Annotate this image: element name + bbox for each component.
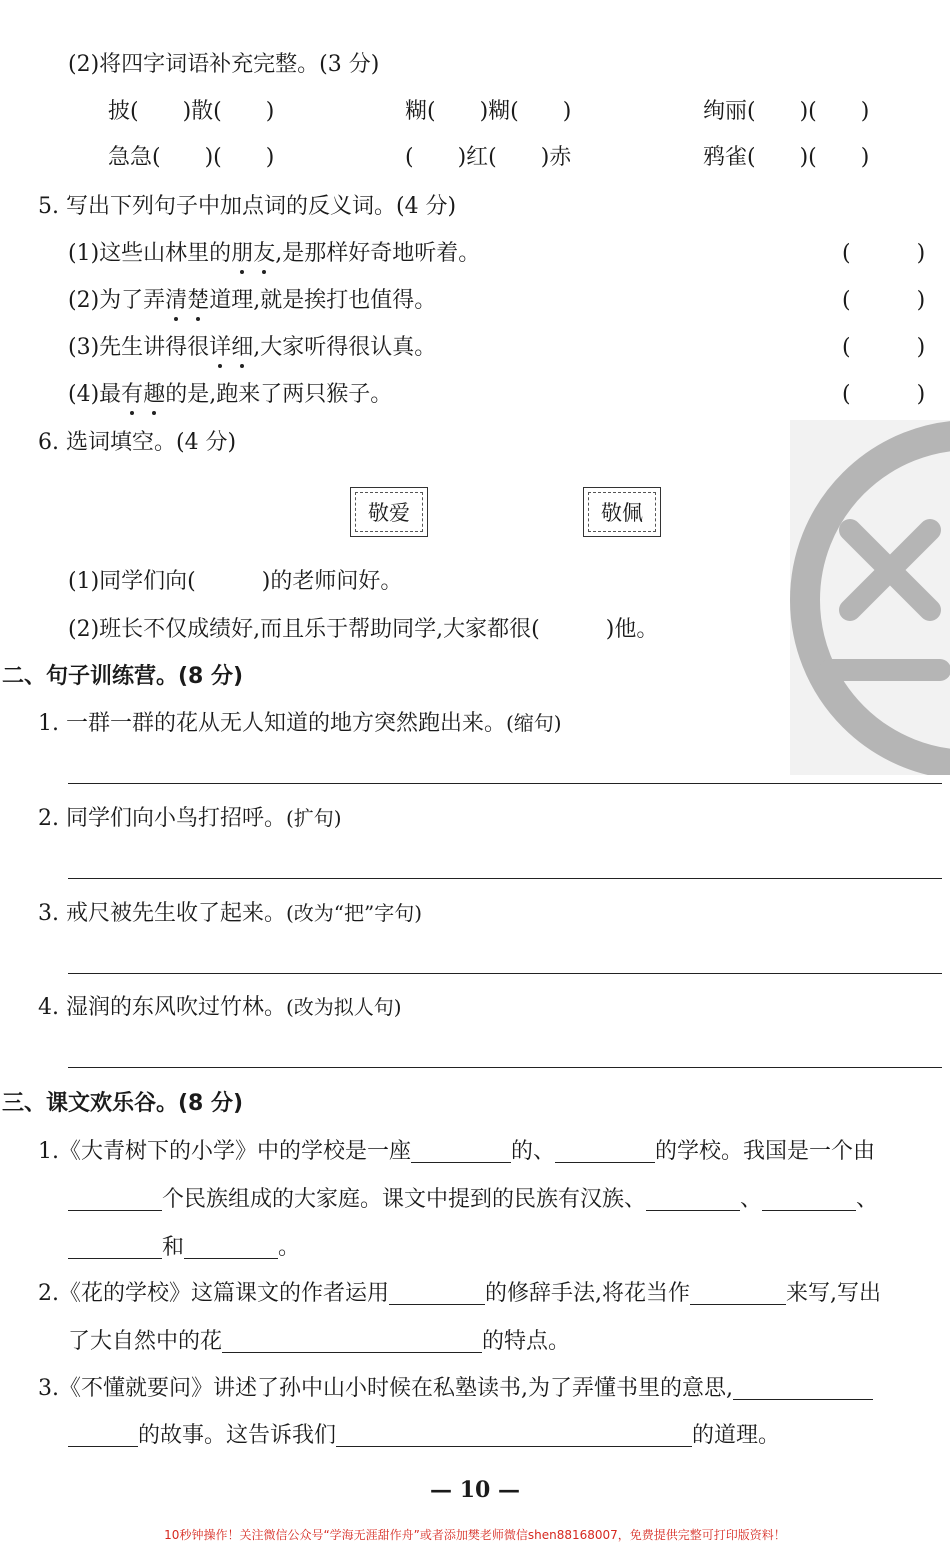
q5-item-2-dot-2: 楚	[187, 288, 210, 313]
s3-line-7	[68, 1424, 780, 1447]
blank-3[interactable]	[68, 1188, 162, 1211]
blank-6[interactable]	[68, 1236, 162, 1259]
q6-title: 6. 选词填空。(4 分)	[38, 430, 237, 455]
word-box-1-label: 敬爱	[368, 501, 410, 525]
answer-line-1[interactable]	[68, 783, 942, 784]
blank-7[interactable]	[184, 1236, 278, 1259]
q4-2-cell-5: ( )红( )赤	[405, 145, 572, 170]
q5-title: 5. 写出下列句子中加点词的反义词。(4 分)	[38, 194, 457, 219]
word-box-1	[350, 487, 428, 537]
answer-line-2[interactable]	[68, 878, 942, 879]
s3-line-3-a: 和	[162, 1235, 185, 1260]
q5-item-4-pre: (4)最	[68, 382, 122, 407]
q5-item-3-dot-1: 详	[209, 335, 232, 360]
s2-item-2-text: 2. 同学们向小鸟打招呼。	[38, 806, 286, 831]
footer-note: 10秒钟操作！关注微信公众号“学海无涯甜作舟”或者添加樊老师微信shen88168007，免费提供完整可打印版资料！	[164, 1528, 786, 1542]
s3-line-2	[68, 1188, 878, 1211]
q5-item-3-dot-2: 细	[231, 335, 254, 360]
q5-item-3-post: ,大家听得很认真。	[253, 335, 437, 360]
page-number: — 10 —	[430, 1477, 520, 1503]
answer-line-4[interactable]	[68, 1067, 942, 1068]
q5-item-2-post: 道理,就是挨打也值得。	[209, 288, 437, 313]
s2-item-1-text: 1. 一群一群的花从无人知道的地方突然跑出来。	[38, 711, 506, 736]
s3-line-7-a: 的故事。这告诉我们	[138, 1423, 337, 1448]
q5-item-4-dot-1: 有	[121, 382, 144, 407]
s3-line-6	[38, 1377, 873, 1400]
q5-item-3	[68, 337, 436, 359]
q4-2-cell-6: 鸦雀( )( )	[703, 145, 870, 170]
s3-line-7-b: 的道理。	[692, 1423, 781, 1448]
q5-item-1	[68, 243, 480, 265]
q4-2-cell-4: 急急( )( )	[108, 145, 275, 170]
q5-answer-4[interactable]: ( )	[842, 382, 926, 407]
q5-item-4-post: 的是,跑来了两只猴子。	[165, 382, 393, 407]
blank-13[interactable]	[336, 1424, 692, 1447]
s2-item-2	[38, 808, 342, 830]
s3-line-2-b: 、	[740, 1187, 763, 1212]
s2-item-4-note: (改为拟人句)	[285, 995, 402, 1019]
s3-line-1	[38, 1140, 875, 1163]
blank-1[interactable]	[411, 1140, 511, 1163]
s2-item-1	[38, 713, 562, 735]
q4-2-cell-1: 披( )散( )	[108, 99, 275, 124]
q5-item-4-dot-2: 趣	[143, 382, 166, 407]
s3-line-1-c: 的学校。我国是一个由	[655, 1139, 876, 1164]
q5-item-2-pre: (2)为了弄	[68, 288, 166, 313]
s2-item-2-note: (扩句)	[285, 806, 342, 830]
blank-10[interactable]	[222, 1330, 482, 1353]
q5-item-2-dot-1: 清	[165, 288, 188, 313]
q5-answer-1[interactable]: ( )	[842, 241, 926, 266]
s2-item-3-text: 3. 戒尺被先生收了起来。	[38, 901, 286, 926]
q5-item-1-dot-1: 朋	[231, 241, 254, 266]
s3-line-5	[68, 1330, 570, 1353]
s3-line-3	[68, 1236, 300, 1259]
blank-9[interactable]	[690, 1282, 786, 1305]
s3-line-2-c: 、	[856, 1187, 879, 1212]
s2-item-3-note: (改为“把”字句)	[285, 901, 423, 925]
s3-line-1-b: 的、	[511, 1139, 556, 1164]
q5-item-2	[68, 290, 436, 312]
q5-item-4	[68, 384, 392, 406]
q5-item-1-dot-2: 友	[253, 241, 276, 266]
q6-item-1: (1)同学们向( )的老师问好。	[68, 569, 403, 594]
s3-line-5-b: 的特点。	[482, 1329, 571, 1354]
s3-line-4-b: 的修辞手法,将花当作	[485, 1281, 690, 1306]
s3-line-5-a: 了大自然中的花	[68, 1329, 223, 1354]
s3-line-2-a: 个民族组成的大家庭。课文中提到的民族有汉族、	[162, 1187, 647, 1212]
s3-line-3-b: 。	[278, 1235, 301, 1260]
blank-2[interactable]	[555, 1140, 655, 1163]
q4-2-title: (2)将四字词语补充完整。(3 分)	[68, 52, 380, 77]
section-3-title: 三、课文欢乐谷。(8 分)	[2, 1091, 244, 1116]
s3-line-4-a: 2.《花的学校》这篇课文的作者运用	[38, 1281, 389, 1306]
q5-answer-3[interactable]: ( )	[842, 335, 926, 360]
s3-line-4-c: 来写,写出	[786, 1281, 881, 1306]
blank-4[interactable]	[646, 1188, 740, 1211]
s3-line-6-a: 3.《不懂就要问》讲述了孙中山小时候在私塾读书,为了弄懂书里的意思,	[38, 1376, 733, 1401]
watermark-stamp	[790, 420, 950, 775]
q6-item-2: (2)班长不仅成绩好,而且乐于帮助同学,大家都很( )他。	[68, 617, 659, 642]
section-2-title: 二、句子训练营。(8 分)	[2, 664, 244, 689]
answer-line-3[interactable]	[68, 973, 942, 974]
q5-item-3-pre: (3)先生讲得很	[68, 335, 210, 360]
blank-5[interactable]	[762, 1188, 856, 1211]
q4-2-cell-2: 糊( )糊( )	[405, 99, 572, 124]
s3-line-1-a: 1.《大青树下的小学》中的学校是一座	[38, 1139, 411, 1164]
q4-2-cell-3: 绚丽( )( )	[703, 99, 870, 124]
s2-item-4-text: 4. 湿润的东风吹过竹林。	[38, 995, 286, 1020]
word-box-2	[583, 487, 661, 537]
blank-12[interactable]	[68, 1424, 138, 1447]
s3-line-4	[38, 1282, 881, 1305]
word-box-2-label: 敬佩	[601, 501, 643, 525]
s2-item-3	[38, 903, 422, 925]
q5-item-1-pre: (1)这些山林里的	[68, 241, 232, 266]
blank-8[interactable]	[389, 1282, 485, 1305]
s2-item-1-note: (缩句)	[506, 711, 562, 735]
q5-item-1-post: ,是那样好奇地听着。	[275, 241, 481, 266]
q5-answer-2[interactable]: ( )	[842, 288, 926, 313]
blank-11[interactable]	[733, 1377, 873, 1400]
s2-item-4	[38, 997, 402, 1019]
